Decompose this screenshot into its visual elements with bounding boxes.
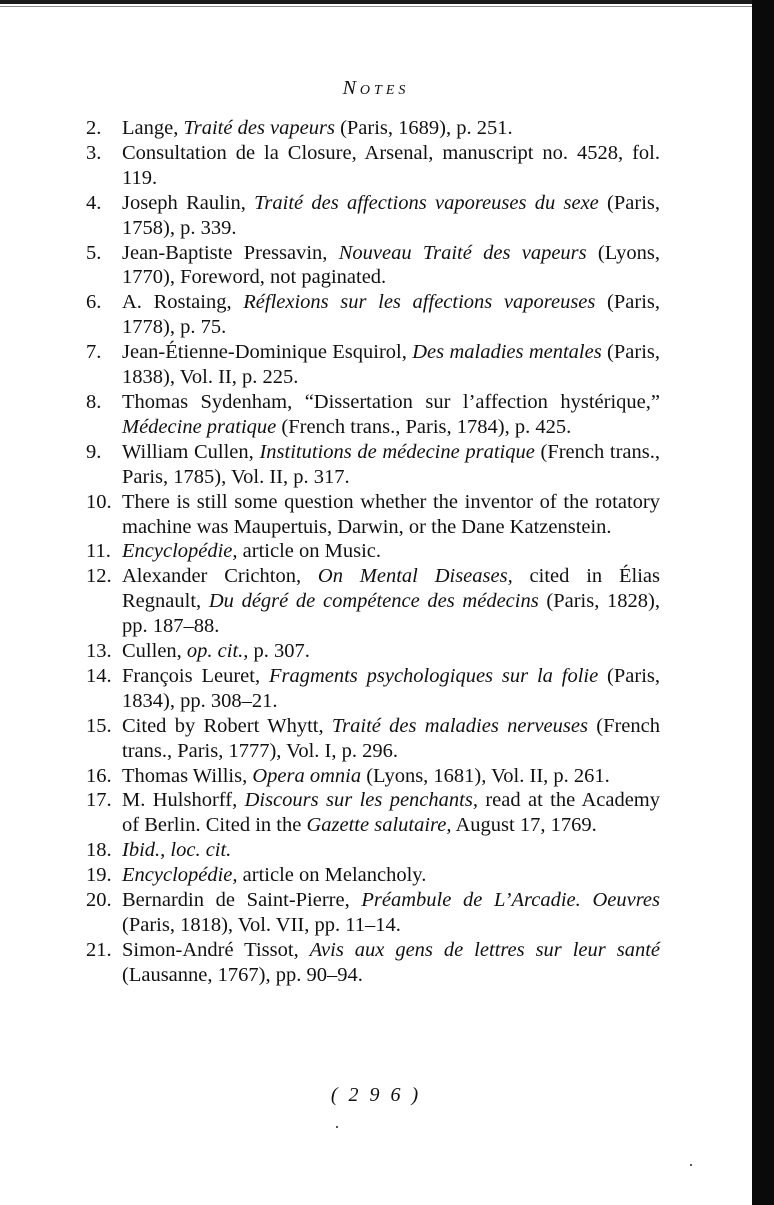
work-title: On Mental Diseases, (317, 565, 513, 588)
note-text (122, 340, 660, 390)
note-entry (86, 141, 660, 191)
note-entry (86, 838, 660, 863)
note-number: 16. (86, 764, 112, 787)
work-title: Préambule de L’Arcadie. Oeuvres (361, 889, 660, 912)
scan-top-edge (0, 0, 752, 4)
note-segment: There is still some question whether the inventor of the rotatory machine was Maupertuis, Darwin, or the Dane Katzenstein. (122, 490, 660, 538)
work-title: Institutions de médecine pratique (259, 440, 535, 463)
note-segment: (Lausanne, 1767), pp. 90–94. (122, 963, 363, 986)
note-segment: Thomas Sydenham, “Dissertation sur l’affection hystérique,” (122, 390, 660, 413)
work-title: Des maladies mentales (412, 341, 602, 364)
work-title: Opera omnia (252, 764, 362, 787)
note-entry (86, 490, 660, 540)
note-segment: A. Rostaing, (122, 291, 244, 314)
note-segment: (Paris, 1818), Vol. VII, pp. 11–14. (122, 914, 401, 936)
note-segment: Jean-Étienne-Dominique Esquirol, (122, 341, 413, 364)
note-segment: Thomas Willis, (122, 764, 253, 787)
page-number: ( 2 9 6 ) (330, 1084, 422, 1106)
note-segment: Joseph Raulin, (122, 191, 255, 214)
note-segment: Consultation de la Closure, Arsenal, manuscript no. 4528, fol. 119. (122, 141, 660, 189)
note-entry (86, 290, 660, 340)
note-segment: Jean-Baptiste Pressavin, (122, 241, 339, 264)
note-number: 2. (86, 117, 102, 139)
note-segment: August 17, 1769. (451, 814, 597, 837)
note-entry (86, 340, 660, 390)
note-segment: (Lyons, 1770), Foreword, not paginated. (122, 241, 660, 289)
scan-top-edge-line (0, 6, 752, 7)
scan-speck (336, 1126, 338, 1128)
note-text (122, 764, 660, 789)
note-entry (86, 938, 660, 988)
work-title: Encyclopédie, (122, 864, 238, 887)
note-number: 19. (86, 864, 112, 887)
note-text (122, 714, 660, 764)
note-text (122, 564, 660, 639)
note-segment: (Paris, 1689), p. 251. (334, 117, 513, 139)
note-text (122, 241, 660, 291)
note-text (122, 639, 660, 664)
note-segment: (Paris, 1758), p. 339. (122, 191, 660, 239)
note-entry (86, 764, 660, 789)
page-header: Notes (342, 77, 410, 99)
note-segment: (Paris, 1778), p. 75. (122, 291, 660, 339)
note-segment: article on Music. (237, 540, 382, 563)
note-entry (86, 564, 660, 639)
note-text (122, 390, 660, 440)
note-entry (86, 390, 660, 440)
note-segment: William Cullen, (122, 440, 260, 463)
note-segment: read at the Academy of Berlin. Cited in the (122, 789, 660, 837)
note-number: 15. (86, 714, 112, 737)
note-number: 6. (86, 291, 102, 314)
note-entry (86, 116, 660, 141)
note-entry (86, 714, 660, 764)
work-title: Du dégré de compétence des médecins (208, 590, 539, 613)
note-segment: article on Melancholy. (237, 864, 427, 887)
note-segment: (Lyons, 1681), Vol. II, p. 261. (361, 764, 610, 787)
note-segment: (Paris, 1834), pp. 308–21. (122, 664, 660, 712)
note-number: 3. (86, 141, 102, 164)
note-entry (86, 664, 660, 714)
work-title: Avis aux gens de lettres sur leur santé (309, 938, 660, 961)
note-number: 7. (86, 341, 102, 364)
note-segment: Bernardin de Saint-Pierre, (122, 889, 362, 912)
note-text (122, 938, 660, 988)
work-title: Discours sur les penchants, (244, 789, 478, 812)
work-title: Encyclopédie, (122, 540, 238, 563)
work-title: Gazette salutaire, (306, 814, 452, 837)
note-segment: (French trans., Paris, 1784), p. 425. (276, 415, 572, 438)
note-segment: François Leuret, (122, 664, 269, 687)
note-text (122, 290, 660, 340)
note-text (122, 664, 660, 714)
note-segment: Cited by Robert Whytt, (122, 714, 332, 737)
note-number: 4. (86, 191, 102, 214)
note-number: 9. (86, 440, 102, 463)
note-number: 13. (86, 640, 112, 663)
note-entry (86, 241, 660, 291)
notes-list (86, 116, 660, 988)
note-segment: p. 307. (248, 640, 310, 663)
note-segment: (Paris, 1828), pp. 187–88. (122, 590, 660, 638)
work-title: Ibid., loc. cit. (122, 839, 232, 862)
note-text (122, 863, 660, 888)
work-title: Traité des vapeurs (183, 117, 335, 139)
note-text (122, 116, 660, 141)
note-text (122, 788, 660, 838)
note-segment: Cullen, (122, 640, 187, 663)
note-entry (86, 191, 660, 241)
note-entry (86, 639, 660, 664)
note-segment: Alexander Crichton, (122, 565, 318, 588)
note-text (122, 191, 660, 241)
note-entry (86, 539, 660, 564)
work-title: Médecine pratique (122, 415, 277, 438)
note-text (122, 490, 660, 540)
note-segment: (French trans., Paris, 1785), Vol. II, p. 317. (122, 440, 660, 488)
note-entry (86, 888, 660, 938)
note-number: 20. (86, 889, 112, 912)
note-entry (86, 863, 660, 888)
note-number: 10. (86, 490, 112, 513)
note-number: 11. (86, 540, 111, 563)
scan-speck (690, 1164, 692, 1166)
note-number: 14. (86, 664, 112, 687)
note-number: 5. (86, 241, 102, 264)
note-text (122, 440, 660, 490)
note-entry (86, 440, 660, 490)
note-number: 8. (86, 390, 102, 413)
note-text (122, 539, 660, 564)
work-title: Traité des affections vaporeuses du sexe (254, 191, 599, 214)
note-number: 17. (86, 789, 112, 812)
note-segment: cited in Élias Regnault, (122, 565, 660, 613)
scan-right-edge (752, 0, 774, 1205)
note-text (122, 888, 660, 938)
work-title: Traité des maladies nerveuses (331, 714, 588, 737)
note-number: 21. (86, 938, 112, 961)
work-title: Nouveau Traité des vapeurs (338, 241, 587, 264)
work-title: Fragments psychologiques sur la folie (268, 664, 599, 687)
note-segment: (French trans., Paris, 1777), Vol. I, p. 296. (122, 714, 661, 762)
note-segment: M. Hulshorff, (122, 789, 245, 812)
note-segment: Lange, (122, 117, 184, 139)
work-title: Réflexions sur les affections vaporeuses (243, 291, 596, 314)
note-entry (86, 788, 660, 838)
note-segment: (Paris, 1838), Vol. II, p. 225. (122, 341, 660, 389)
note-text (122, 838, 660, 863)
note-segment: Simon-André Tissot, (122, 938, 310, 961)
work-title: op. cit., (186, 640, 249, 663)
note-number: 18. (86, 839, 112, 862)
note-text (122, 141, 660, 191)
note-number: 12. (86, 565, 112, 588)
